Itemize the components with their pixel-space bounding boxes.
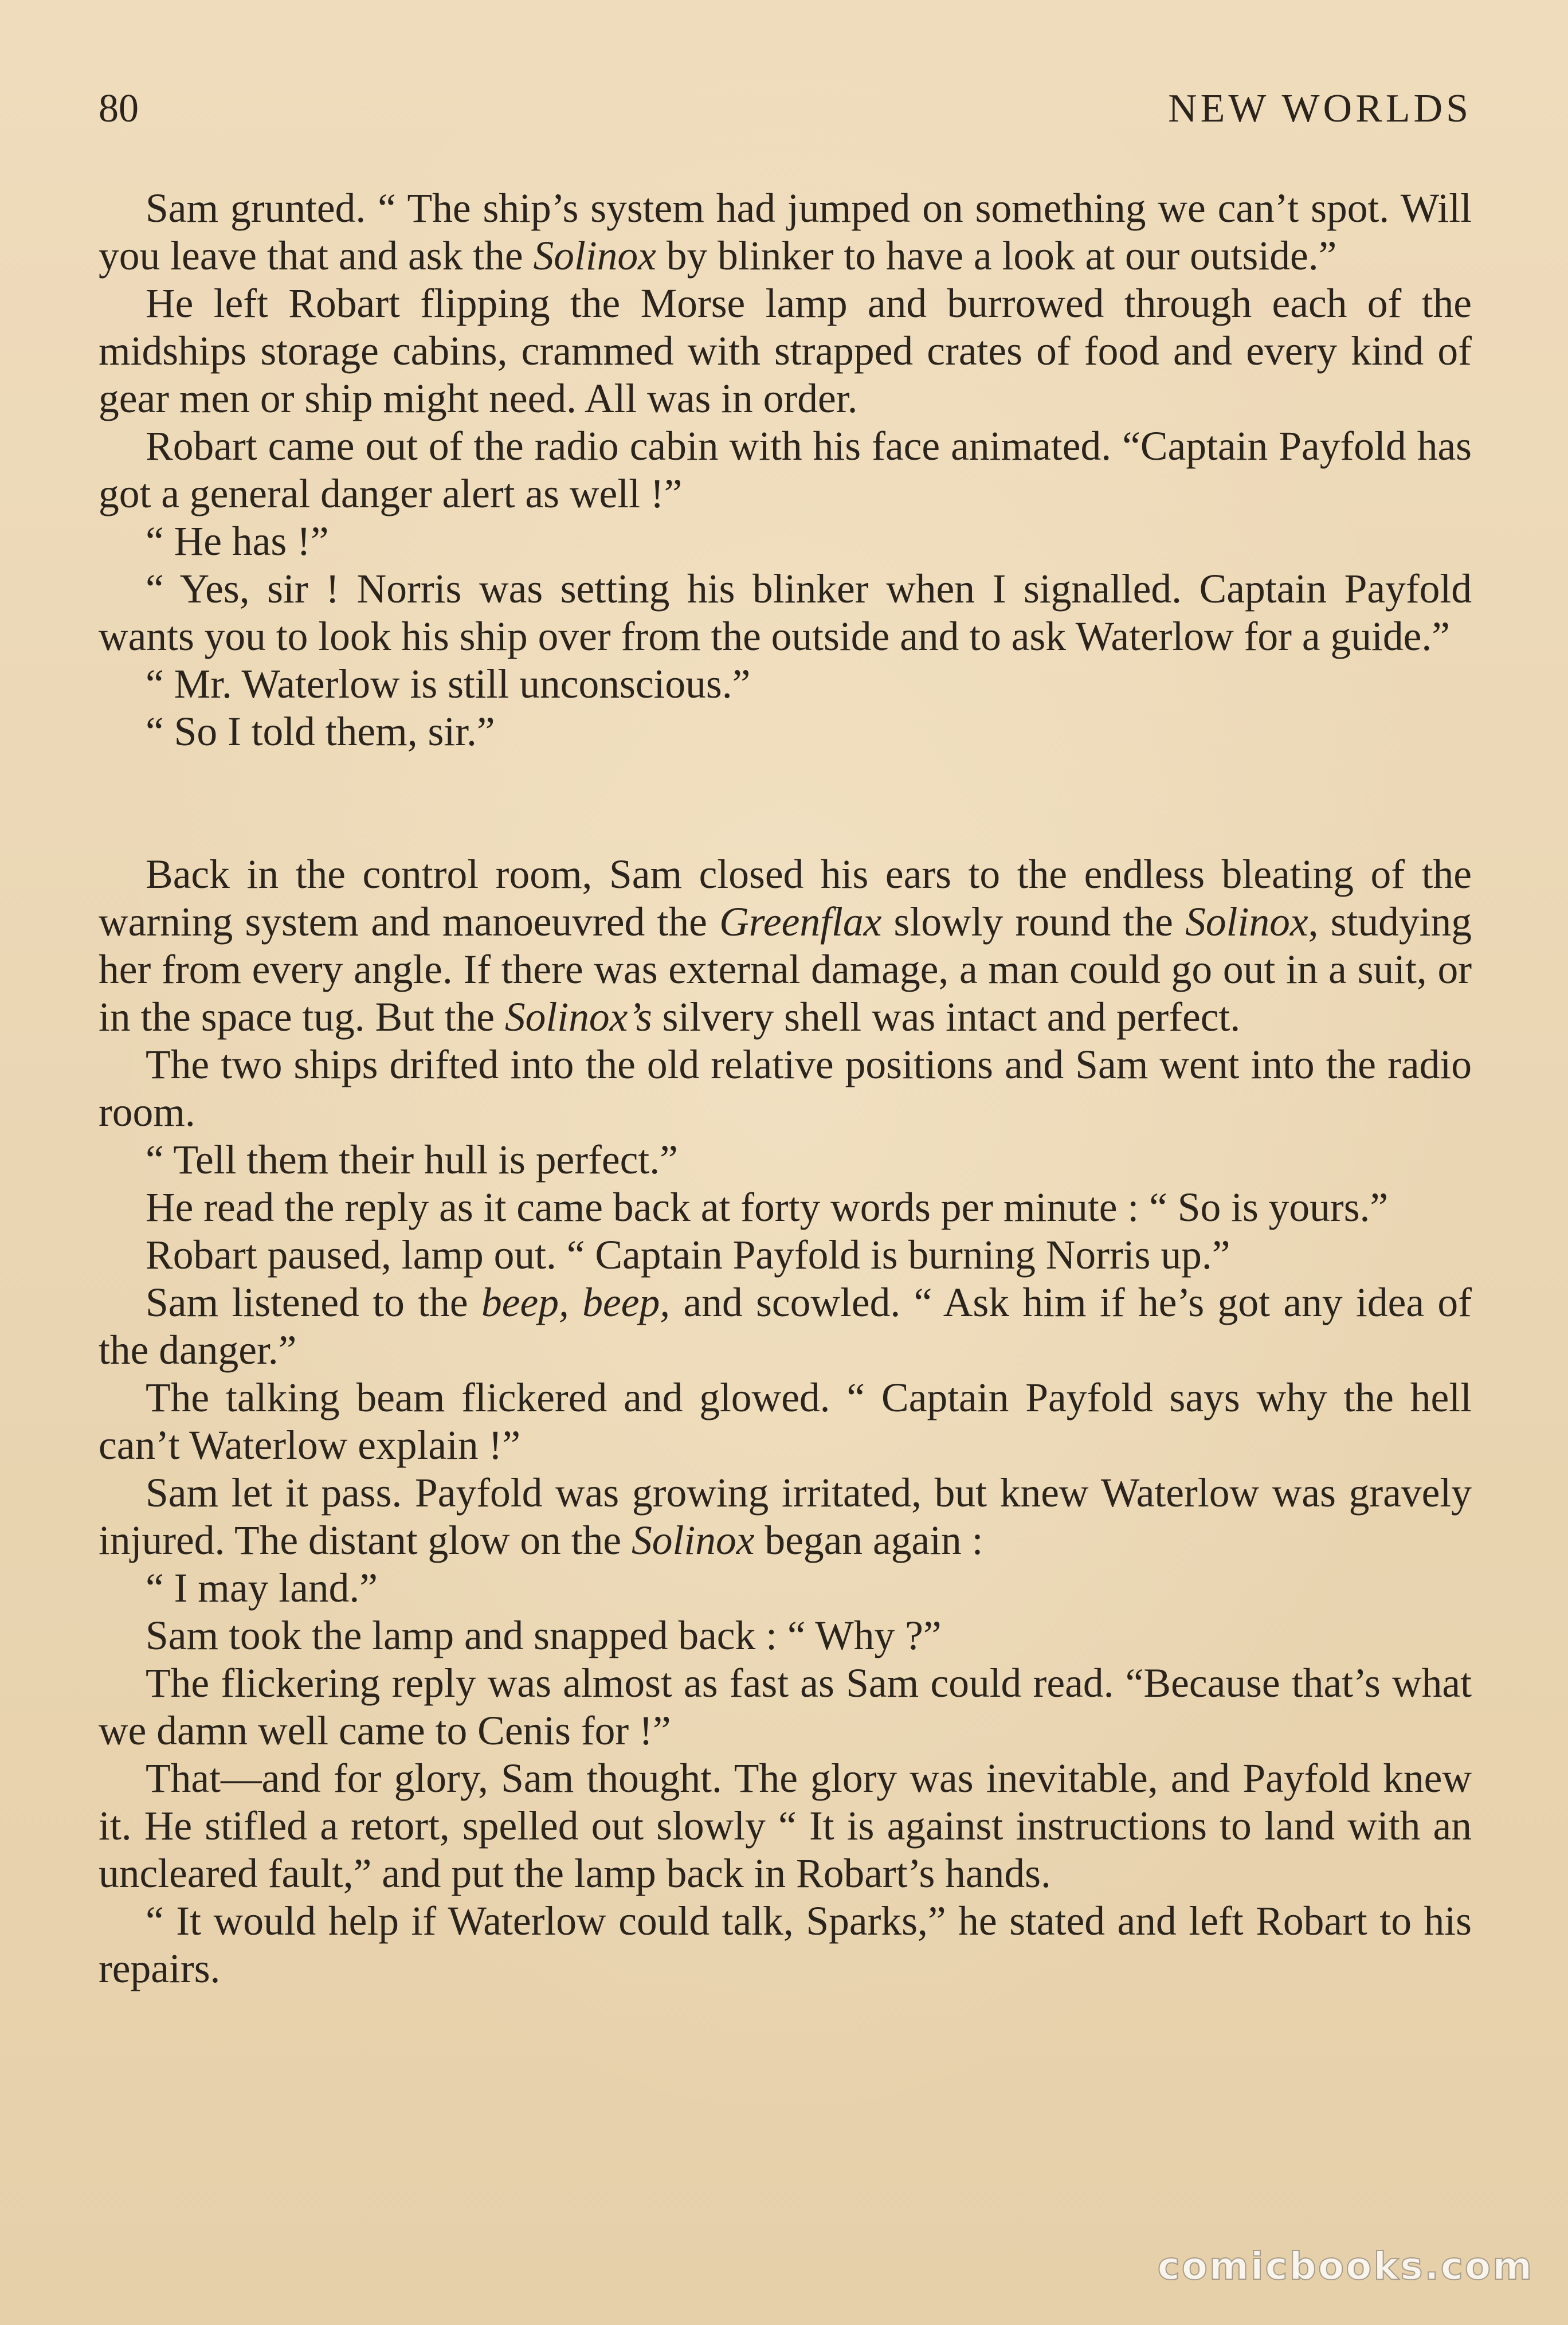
text-run: Robart paused, lamp out. “ Captain Payfold is burning Norris up.” <box>146 1232 1230 1278</box>
text-run: He left Robart flipping the Morse lamp and burrowed through each of the midships storage cabins, crammed with strapped crates of food and every kind of gear men or ship might need. All was in order. <box>99 281 1472 421</box>
text-run: The talking beam flickered and glowed. “ Captain Payfold says why the hell can’t Waterlow explain !” <box>99 1375 1472 1468</box>
text-run: Sam let it pass. Payfold was growing irritated, but knew Waterlow was gravely injured. The distant glow on the <box>99 1470 1472 1563</box>
paragraph <box>99 185 1472 280</box>
paragraph <box>99 1136 1472 1184</box>
text-run: slowly round the <box>881 899 1186 945</box>
paragraph <box>99 518 1472 565</box>
paragraph <box>99 422 1472 518</box>
section-break <box>99 756 1472 851</box>
paragraph <box>99 565 1472 660</box>
paragraph <box>99 1612 1472 1659</box>
text-run: “ Mr. Waterlow is still unconscious.” <box>146 662 751 707</box>
paragraph <box>99 1659 1472 1755</box>
text-run: by blinker to have a look at our outside.” <box>656 233 1337 279</box>
text-run: “ Tell them their hull is perfect.” <box>146 1137 678 1183</box>
text-run: Back in the control room, Sam closed his ears to the endless bleating of the warning system and manoeuvred the <box>99 852 1472 945</box>
text-run: “ I may land.” <box>146 1565 378 1611</box>
italic-text: Solinox <box>1185 899 1308 945</box>
paragraph <box>99 280 1472 422</box>
text-run: That—and for glory, Sam thought. The glory was inevitable, and Payfold knew it. He stifled a retort, spelled out slowly “ It is against instructions to land with an uncleared fault,” and put the lamp back in Robart’s hands. <box>99 1756 1472 1896</box>
text-run: began again : <box>754 1518 983 1563</box>
text-run: The two ships drifted into the old relative positions and Sam went into the radio room. <box>99 1042 1472 1135</box>
text-run: “ So I told them, sir.” <box>146 709 495 754</box>
italic-text: beep, beep, <box>481 1280 671 1325</box>
italic-text: Solinox <box>632 1518 755 1563</box>
section-two <box>99 851 1472 1993</box>
text-run: silvery shell was intact and perfect. <box>652 995 1241 1040</box>
paragraph <box>99 1755 1472 1897</box>
text-run: and scowled. “ Ask him if he’s got any idea of the danger.” <box>99 1280 1472 1373</box>
paragraph <box>99 1564 1472 1612</box>
paragraph <box>99 1231 1472 1279</box>
text-run: Robart came out of the radio cabin with his face animated. “Captain Payfold has got a general danger alert as well !” <box>99 424 1472 516</box>
paragraph <box>99 1279 1472 1374</box>
paragraph <box>99 1184 1472 1231</box>
page-number: 80 <box>99 87 139 131</box>
paragraph <box>99 1469 1472 1564</box>
text-run: Sam grunted. “ The ship’s system had jumped on something we can’t spot. Will you leave that and ask the <box>99 186 1472 279</box>
paragraph <box>99 1041 1472 1136</box>
text-block <box>99 185 1472 1993</box>
italic-text: Solinox’s <box>504 995 652 1040</box>
italic-text: Solinox <box>533 233 656 279</box>
text-run: Sam listened to the <box>146 1280 481 1325</box>
text-run: He read the reply as it came back at forty words per minute : “ So is yours.” <box>146 1185 1389 1230</box>
paragraph <box>99 660 1472 708</box>
text-run: The flickering reply was almost as fast as Sam could read. “Because that’s what we damn well came to Cenis for !” <box>99 1661 1472 1753</box>
paragraph <box>99 708 1472 756</box>
text-run: “ It would help if Waterlow could talk, Sparks,” he stated and left Robart to his repairs. <box>99 1899 1472 1991</box>
section-one <box>99 185 1472 756</box>
text-run: “ He has !” <box>146 519 329 564</box>
text-run: “ Yes, sir ! Norris was setting his blinker when I signalled. Captain Payfold wants you to look his ship over from the outside and to ask Waterlow for a guide.” <box>99 566 1472 659</box>
watermark: comicbooks.com <box>1157 2244 1534 2288</box>
paragraph <box>99 851 1472 1041</box>
paragraph <box>99 1374 1472 1469</box>
paragraph <box>99 1897 1472 1993</box>
text-run: , studying her from every angle. If there was external damage, a man could go out in a suit, or in the space tug. But the <box>99 899 1472 1040</box>
text-run: Sam took the lamp and snapped back : “ Why ?” <box>146 1613 942 1658</box>
running-title: NEW WORLDS <box>1168 87 1472 131</box>
running-head <box>99 86 1472 143</box>
italic-text: Greenflax <box>719 899 882 945</box>
